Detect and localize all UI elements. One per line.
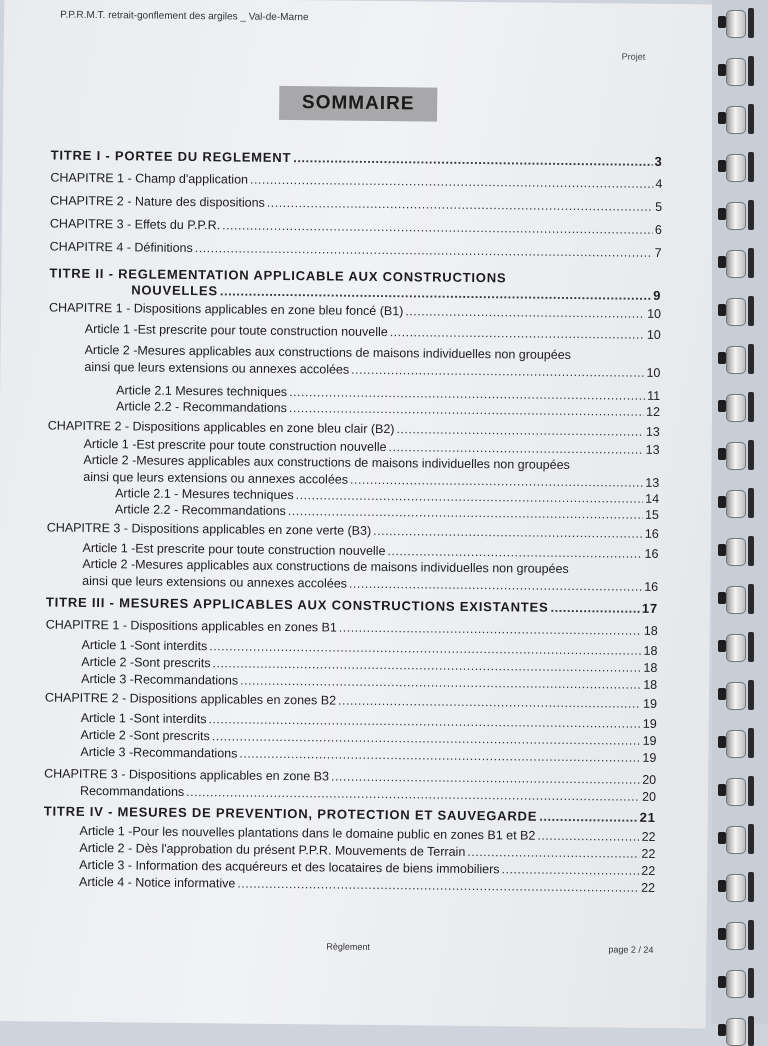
toc-page-number: 11 xyxy=(647,388,661,403)
toc-page-number: 18 xyxy=(643,677,658,692)
toc-dot-leader xyxy=(288,503,643,523)
binding-hole xyxy=(718,592,726,604)
binding-spine xyxy=(748,632,754,662)
toc-entry-text: CHAPITRE 3 - Effets du P.P.R. xyxy=(49,216,221,233)
toc-page-number: 16 xyxy=(644,546,659,561)
toc-entry-text: CHAPITRE 3 - Dispositions applicables en zone B3 xyxy=(44,766,330,784)
binding-spine xyxy=(748,776,754,806)
toc-page-number: 4 xyxy=(655,176,663,191)
binding-coil xyxy=(726,874,746,902)
binding-coil xyxy=(726,538,746,566)
binding-hole xyxy=(718,448,726,460)
toc-dot-leader xyxy=(237,876,639,896)
toc-dot-leader xyxy=(396,421,644,440)
binding-spine xyxy=(748,824,754,854)
toc-title-entry xyxy=(46,595,658,617)
toc-dot-leader xyxy=(338,693,641,712)
binding-coil xyxy=(726,10,746,38)
binding-hole xyxy=(718,304,726,316)
toc-dot-leader xyxy=(250,172,654,192)
toc-entry-text: Article 3 - Information des acquéreurs et des locataires de biens immobiliers xyxy=(79,857,500,877)
toc-chapter-entry xyxy=(47,520,659,542)
toc-dot-leader xyxy=(539,809,638,826)
toc-entry-text: Article 1 -Sont interdits xyxy=(81,637,208,654)
toc-page-number: 10 xyxy=(646,327,661,342)
binding-coil xyxy=(726,730,746,758)
toc-page-number: 16 xyxy=(644,579,659,594)
binding-coil xyxy=(726,586,746,614)
toc-page-number: 18 xyxy=(643,623,658,638)
binding-hole xyxy=(718,496,726,508)
toc-page-number: 13 xyxy=(645,475,660,490)
toc-entry-text: NOUVELLES xyxy=(131,282,218,299)
binding-hole xyxy=(718,1024,726,1036)
footer-section: Règlement xyxy=(326,941,370,952)
binding-coil xyxy=(726,922,746,950)
binding-hole xyxy=(718,352,726,364)
toc-entry-text: TITRE IV - MESURES DE PREVENTION, PROTECTION ET SAUVEGARDE xyxy=(43,803,538,824)
binding-coil xyxy=(726,250,746,278)
page-title: SOMMAIRE xyxy=(279,86,437,122)
toc-chapter-entry xyxy=(50,239,662,261)
toc-entry-text: Article 2 -Mesures applicables aux constructions de maisons individuelles non groupées xyxy=(82,556,569,576)
toc-page-number: 14 xyxy=(645,491,660,506)
binding-coil xyxy=(726,778,746,806)
toc-entry-text: Article 3 -Recommandations xyxy=(80,744,238,761)
binding-coil xyxy=(726,106,746,134)
footer-page-number: page 2 / 24 xyxy=(608,944,654,955)
toc-page-number: 15 xyxy=(644,507,659,522)
binding-spine xyxy=(748,680,754,710)
toc-dot-leader xyxy=(349,576,642,595)
toc-entry-text: Article 1 -Sont interdits xyxy=(80,710,207,727)
binding-spine xyxy=(748,968,754,998)
binding-coil xyxy=(726,826,746,854)
toc-entry-text: Article 2.1 Mesures techniques xyxy=(116,383,288,400)
toc-page-number: 18 xyxy=(643,643,658,658)
toc-chapter-entry xyxy=(50,170,662,192)
binding-spine xyxy=(748,56,754,86)
binding-hole xyxy=(718,208,726,220)
binding-hole xyxy=(718,784,726,796)
binding-coil xyxy=(726,394,746,422)
toc-page-number: 20 xyxy=(642,772,657,787)
binding-spine xyxy=(748,584,754,614)
binding-spine xyxy=(748,200,754,230)
binding-coil xyxy=(726,442,746,470)
toc-page-number: 22 xyxy=(641,880,656,895)
toc-entry-text: CHAPITRE 2 - Dispositions applicables en zone bleu clair (B2) xyxy=(47,418,395,437)
toc-dot-leader xyxy=(267,195,654,215)
toc-page-number: 22 xyxy=(641,846,656,861)
toc-dot-leader xyxy=(390,324,645,343)
toc-entry-text: CHAPITRE 1 - Champ d'application xyxy=(50,170,249,187)
binding-coil xyxy=(726,682,746,710)
toc-dot-leader xyxy=(405,303,645,322)
binding-hole xyxy=(718,880,726,892)
toc-entry-text: Recommandations xyxy=(79,783,185,799)
toc-chapter-entry xyxy=(45,690,657,712)
binding-hole xyxy=(718,736,726,748)
toc-chapter-entry xyxy=(50,216,662,238)
toc-page-number: 5 xyxy=(655,199,663,214)
binding-coil xyxy=(726,58,746,86)
toc-page-number: 10 xyxy=(646,365,661,380)
toc-chapter-entry xyxy=(50,193,662,215)
toc-page-number: 19 xyxy=(642,750,657,765)
toc-article-entry xyxy=(84,359,660,381)
bleed-through-text xyxy=(333,10,714,154)
binding-spine xyxy=(748,344,754,374)
spiral-binding xyxy=(712,0,768,1024)
toc-entry-text: Article 2.1 - Mesures techniques xyxy=(115,486,294,503)
binding-hole xyxy=(718,976,726,988)
toc-dot-leader xyxy=(351,362,644,381)
toc-entry-text: Article 1 -Est prescrite pour toute construction nouvelle xyxy=(82,540,386,559)
binding-spine xyxy=(748,920,754,950)
toc-dot-leader xyxy=(293,150,653,170)
toc-entry-text: Article 2 -Sont prescrits xyxy=(81,654,211,671)
toc-entry-text: Article 2 -Sont prescrits xyxy=(80,727,210,744)
toc-entry-text: CHAPITRE 2 - Dispositions applicables en zones B2 xyxy=(44,690,337,708)
toc-chapter-entry xyxy=(46,617,658,639)
binding-hole xyxy=(718,64,726,76)
binding-hole xyxy=(718,16,726,28)
binding-hole xyxy=(718,256,726,268)
toc-entry-text: Article 2 -Mesures applicables aux constructions de maisons individuelles non groupées xyxy=(84,342,572,362)
toc-dot-leader xyxy=(240,673,641,693)
toc-entry-text: CHAPITRE 2 - Nature des dispositions xyxy=(50,193,265,210)
toc-dot-leader xyxy=(467,844,639,862)
toc-entry-text: ainsi que leurs extensions ou annexes accolées xyxy=(83,469,349,487)
toc-entry-text: TITRE III - MESURES APPLICABLES AUX CONSTRUCTIONS EXISTANTES xyxy=(45,594,549,615)
toc-dot-leader xyxy=(550,600,640,617)
toc-dot-leader xyxy=(387,543,642,562)
toc-entry-text: TITRE I - PORTEE DU REGLEMENT xyxy=(50,147,292,166)
toc-dot-leader xyxy=(388,439,643,458)
binding-hole xyxy=(718,640,726,652)
toc-article-entry xyxy=(82,573,658,595)
toc-page-number: 21 xyxy=(639,809,656,825)
toc-entry-text: ainsi que leurs extensions ou annexes accolées xyxy=(84,359,350,377)
toc-entry-text: Article 4 - Notice informative xyxy=(78,874,236,891)
toc-page-number: 17 xyxy=(641,600,659,616)
toc-entry-text: Article 1 -Pour les nouvelles plantations dans le domaine public en zones B1 et B2 xyxy=(79,823,536,843)
toc-dot-leader xyxy=(331,769,640,788)
toc-page-number: 22 xyxy=(641,829,656,844)
binding-coil xyxy=(726,490,746,518)
toc-entry-text: CHAPITRE 1 - Dispositions applicables en zone bleu foncé (B1) xyxy=(48,300,404,319)
toc-page-number: 12 xyxy=(646,404,661,419)
toc-entry-text: Article 3 -Recommandations xyxy=(81,671,239,688)
binding-spine xyxy=(748,152,754,182)
toc-entry-text: CHAPITRE 3 - Dispositions applicables en zone verte (B3) xyxy=(46,520,372,538)
toc-entry-text: Article 1 -Est prescrite pour toute construction nouvelle xyxy=(83,436,387,455)
toc-entry-text: ainsi que leurs extensions ou annexes accolées xyxy=(82,573,348,591)
toc-page-number: 20 xyxy=(641,789,657,804)
binding-coil xyxy=(726,970,746,998)
toc-dot-leader xyxy=(186,784,640,805)
binding-spine xyxy=(748,392,754,422)
toc-dot-leader xyxy=(537,828,639,845)
toc-dot-leader xyxy=(339,620,642,639)
binding-coil xyxy=(726,634,746,662)
binding-spine xyxy=(748,872,754,902)
binding-coil xyxy=(726,154,746,182)
toc-page-number: 22 xyxy=(641,863,656,878)
toc-page-number: 13 xyxy=(645,442,660,457)
toc-entry-text: Article 1 -Est prescrite pour toute construction nouvelle xyxy=(84,321,388,340)
toc-entry-text: TITRE II - REGLEMENTATION APPLICABLE AUX CONSTRUCTIONS xyxy=(49,265,507,286)
toc-entry-text: CHAPITRE 4 - Définitions xyxy=(49,239,193,256)
binding-spine xyxy=(748,1016,754,1046)
binding-spine xyxy=(748,440,754,470)
toc-dot-leader xyxy=(222,217,653,238)
binding-hole xyxy=(718,832,726,844)
binding-spine xyxy=(748,728,754,758)
toc-dot-leader xyxy=(501,861,639,878)
binding-coil xyxy=(726,298,746,326)
toc-page-number: 18 xyxy=(643,660,658,675)
toc-entry-text: Article 2 - Dès l'approbation du présent P.P.R. Mouvements de Terrain xyxy=(79,840,466,859)
toc-page-number: 19 xyxy=(642,733,657,748)
binding-hole xyxy=(718,160,726,172)
binding-coil xyxy=(726,1018,746,1046)
binding-spine xyxy=(748,536,754,566)
toc-page-number: 13 xyxy=(645,424,660,439)
toc-dot-leader xyxy=(220,283,651,304)
document-header-title: P.P.R.M.T. retrait-gonflement des argiles _ Val-de-Marne xyxy=(60,9,309,24)
binding-hole xyxy=(718,112,726,124)
toc-page-number: 16 xyxy=(644,526,659,541)
toc-entry-text: CHAPITRE 1 - Dispositions applicables en zones B1 xyxy=(45,617,337,635)
toc-entry-text: Article 2.2 - Recommandations xyxy=(114,502,286,519)
toc-page-number: 9 xyxy=(653,287,662,303)
toc-page-number: 19 xyxy=(642,696,658,711)
binding-hole xyxy=(718,400,726,412)
binding-coil xyxy=(726,346,746,374)
binding-spine xyxy=(748,248,754,278)
toc-dot-leader xyxy=(195,240,653,261)
toc-page-number: 6 xyxy=(654,222,662,237)
binding-coil xyxy=(726,202,746,230)
binding-spine xyxy=(748,104,754,134)
toc-entry-text: Article 2.2 - Recommandations xyxy=(115,399,287,416)
binding-spine xyxy=(748,296,754,326)
toc-entry-text: Article 2 -Mesures applicables aux constructions de maisons individuelles non groupées xyxy=(83,452,570,472)
toc-dot-leader xyxy=(373,523,643,542)
binding-spine xyxy=(748,488,754,518)
binding-spine xyxy=(748,8,754,38)
toc-page-number: 19 xyxy=(642,716,657,731)
toc-dot-leader xyxy=(289,400,644,420)
binding-hole xyxy=(718,688,726,700)
toc-page-number: 10 xyxy=(647,306,662,321)
document-header-status: Projet xyxy=(621,51,646,62)
binding-hole xyxy=(718,544,726,556)
binding-hole xyxy=(718,928,726,940)
toc-dot-leader xyxy=(239,746,640,766)
toc-page-number: 3 xyxy=(654,153,663,169)
toc-article-entry xyxy=(85,321,661,343)
toc-page-number: 7 xyxy=(654,245,662,260)
